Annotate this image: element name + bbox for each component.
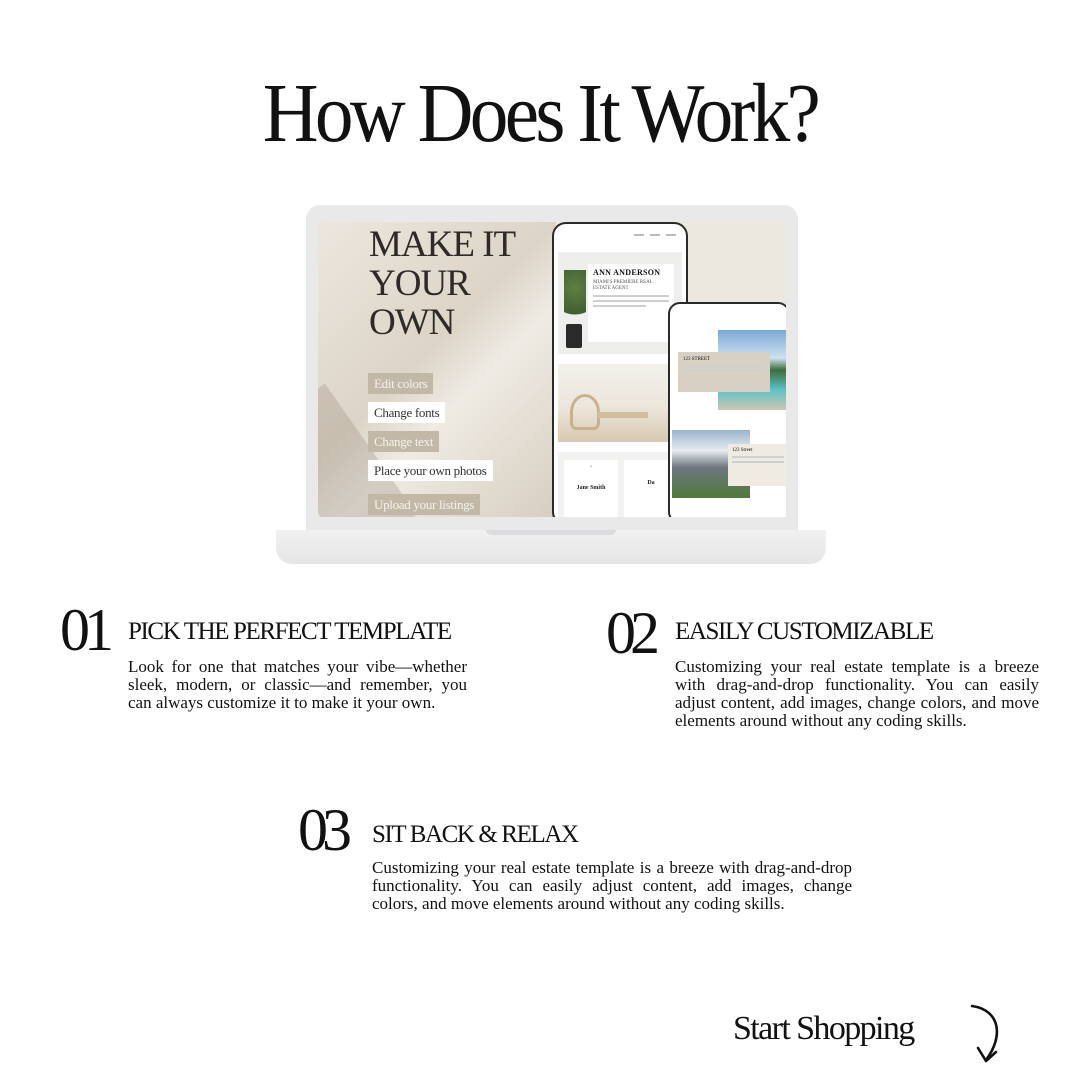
- chair-image: [570, 394, 600, 430]
- start-shopping-link[interactable]: Start Shopping: [733, 1010, 914, 1047]
- step-heading: EASILY CUSTOMIZABLE: [675, 618, 933, 645]
- placeholder-text-lines: [593, 295, 669, 307]
- testimonials-section: [558, 452, 682, 517]
- quote-mark: “: [589, 466, 593, 471]
- testimonial-name: Jane Smith: [576, 485, 606, 491]
- feature-change-text: Change text: [368, 431, 439, 452]
- feature-place-photos: Place your own photos: [368, 460, 493, 481]
- step-heading: PICK THE PERFECT TEMPLATE: [128, 618, 451, 645]
- feature-edit-colors: Edit colors: [368, 373, 433, 394]
- testimonial-card: [564, 460, 618, 517]
- table-image: [598, 412, 648, 418]
- listing-label: 123 STREET: [683, 357, 711, 362]
- curved-arrow-down-icon[interactable]: [964, 1002, 1008, 1066]
- hero-title: MAKE IT YOUR OWN: [369, 224, 515, 343]
- plant-pot-image: [566, 324, 582, 348]
- agent-name: ANN ANDERSON: [593, 268, 661, 277]
- page-title: How Does It Work?: [262, 67, 818, 160]
- placeholder-text-lines: [683, 365, 765, 372]
- step-number: 02: [606, 600, 654, 666]
- listing-card: [728, 444, 786, 486]
- feature-change-fonts: Change fonts: [368, 402, 445, 423]
- step-body: Look for one that matches your vibe—whether sleek, modern, or classic—and remember, you can always customize it to make it your own.: [128, 657, 467, 712]
- step-body: Customizing your real estate template is a breeze with drag-and-drop functionality. You can easily adjust content, add images, change colors, and move elements around without any coding skills.: [372, 858, 852, 913]
- listing-label: 123 Street: [732, 448, 753, 453]
- laptop-notch: [486, 530, 616, 535]
- listing-card: [678, 352, 770, 392]
- testimonial-name: Da: [647, 480, 655, 486]
- phone-nav: [634, 234, 676, 236]
- step-number: 01: [60, 597, 108, 663]
- placeholder-text-lines: [732, 456, 784, 463]
- interior-photo: [558, 364, 682, 442]
- laptop-screen: [318, 222, 786, 517]
- feature-upload-listings: Upload your listings: [368, 494, 480, 515]
- step-heading: SIT BACK & RELAX: [372, 821, 578, 848]
- step-number: 03: [298, 797, 346, 863]
- step-body: Customizing your real estate template is a breeze with drag-and-drop functionality. You can easily adjust content, add images, change colors, and move elements around without any coding skills.: [675, 657, 1039, 730]
- laptop-mockup: [276, 205, 826, 565]
- agent-role: MIAMI'S PREMIERE REAL ESTATE AGENT: [593, 280, 653, 291]
- phone-mockup-2: [668, 302, 786, 517]
- agent-card: [588, 264, 674, 342]
- agent-photo-section: [558, 252, 682, 354]
- laptop-base: [276, 530, 826, 564]
- plant-image: [564, 270, 586, 330]
